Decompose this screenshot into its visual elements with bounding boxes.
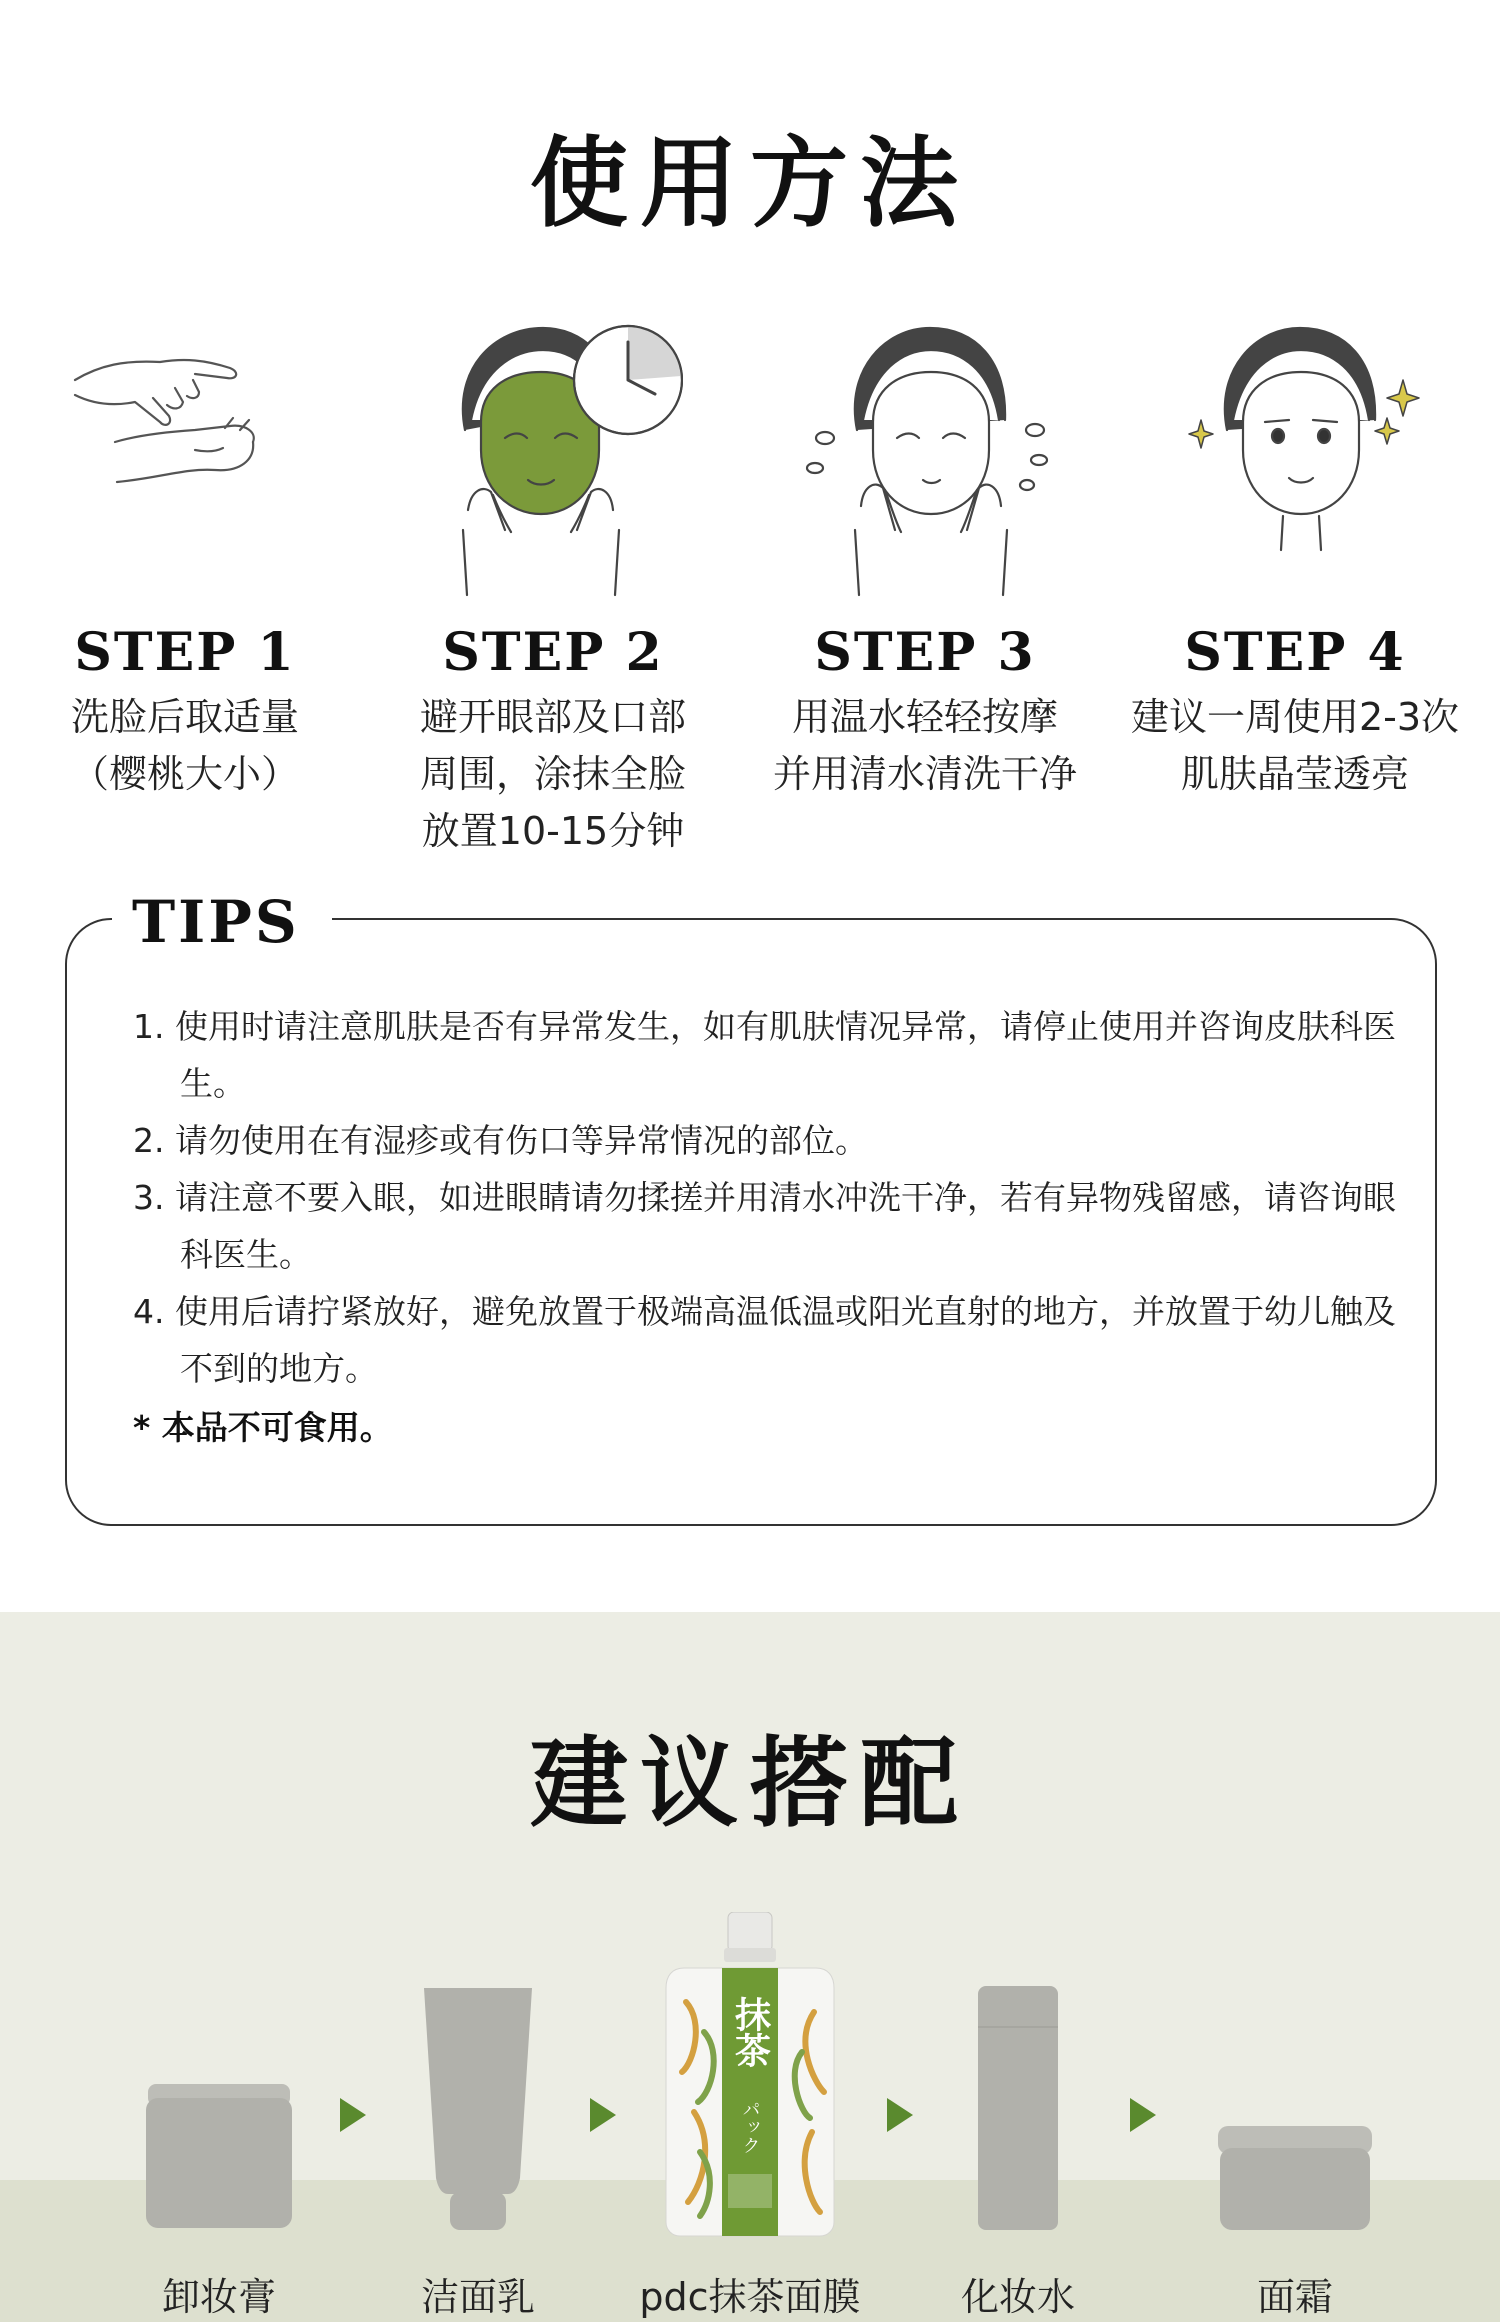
step-2-desc-line-2: 周围，涂抹全脸 xyxy=(419,752,686,796)
step-2-desc-line-1: 避开眼部及口部 xyxy=(419,695,686,739)
jar-icon xyxy=(146,2082,292,2230)
steps-row xyxy=(0,310,1500,870)
tips-note: * 本品不可食用。 xyxy=(133,1408,393,1447)
arrow-right-icon xyxy=(1130,2098,1156,2132)
pouch-text: 抹茶 xyxy=(729,1996,771,2068)
arrow-right-icon xyxy=(340,2098,366,2132)
tip-item: 3. 请注意不要入眼，如进眼睛请勿揉搓并用清水冲洗干净，若有异物残留感，请咨询眼科医生。 xyxy=(133,1178,1396,1274)
face-rinse-icon xyxy=(795,310,1055,600)
tip-item: 4. 使用后请拧紧放好，避免放置于极端高温低温或阳光直射的地方，并放置于幼儿触及不到的地方。 xyxy=(133,1292,1396,1388)
product-name: 洁面乳 xyxy=(420,2275,535,2319)
step-3-desc-line-2: 并用清水清洗干净 xyxy=(772,752,1077,796)
product-name: pdc抹茶面膜 xyxy=(639,2275,861,2319)
hands-icon xyxy=(55,310,315,600)
arrow-right-icon xyxy=(590,2098,616,2132)
step-1 xyxy=(0,310,370,803)
step-3-desc-line-1: 用温水轻轻按摩 xyxy=(791,695,1058,739)
usage-title: 使用方法 xyxy=(529,126,970,241)
pairing-title: 建议搭配 xyxy=(529,1726,970,1841)
tip-item: 1. 使用时请注意肌肤是否有异常发生，如有肌肤情况异常，请停止使用并咨询皮肤科医生。 xyxy=(133,1007,1396,1103)
step-4 xyxy=(1110,310,1480,803)
step-2-label: STEP 2 xyxy=(442,622,664,683)
step-4-label: STEP 4 xyxy=(1184,622,1406,683)
bottle-icon xyxy=(978,1986,1058,2230)
step-2 xyxy=(368,310,738,860)
product-name: 面霜 xyxy=(1256,2275,1333,2319)
step-3 xyxy=(740,310,1110,803)
step-1-desc-line-2: （樱桃大小） xyxy=(70,752,299,796)
step-2-desc-line-3: 放置10-15分钟 xyxy=(421,809,685,853)
step-1-desc-line-1: 洗脸后取适量 xyxy=(70,695,299,739)
product-name: 化妆水 xyxy=(960,2275,1075,2319)
face-sparkle-icon xyxy=(1165,310,1425,600)
step-1-label: STEP 1 xyxy=(74,622,296,683)
step-4-desc-line-2: 肌肤晶莹透亮 xyxy=(1180,752,1409,796)
tips-list xyxy=(133,998,1413,1397)
step-4-desc-line-1: 建议一周使用2-3次 xyxy=(1130,695,1460,739)
product-name: 卸妆膏 xyxy=(161,2275,276,2319)
matcha-pouch-icon xyxy=(664,1912,836,2238)
tube-icon xyxy=(424,1988,532,2230)
pouch-sub: パック xyxy=(739,2100,761,2154)
arrow-right-icon xyxy=(887,2098,913,2132)
tips-title: TIPS xyxy=(112,888,332,956)
step-3-label: STEP 3 xyxy=(814,622,1036,683)
cream-jar-icon xyxy=(1218,2126,1372,2230)
tip-item: 2. 请勿使用在有湿疹或有伤口等异常情况的部位。 xyxy=(133,1121,868,1160)
face-mask-clock-icon xyxy=(423,310,683,600)
